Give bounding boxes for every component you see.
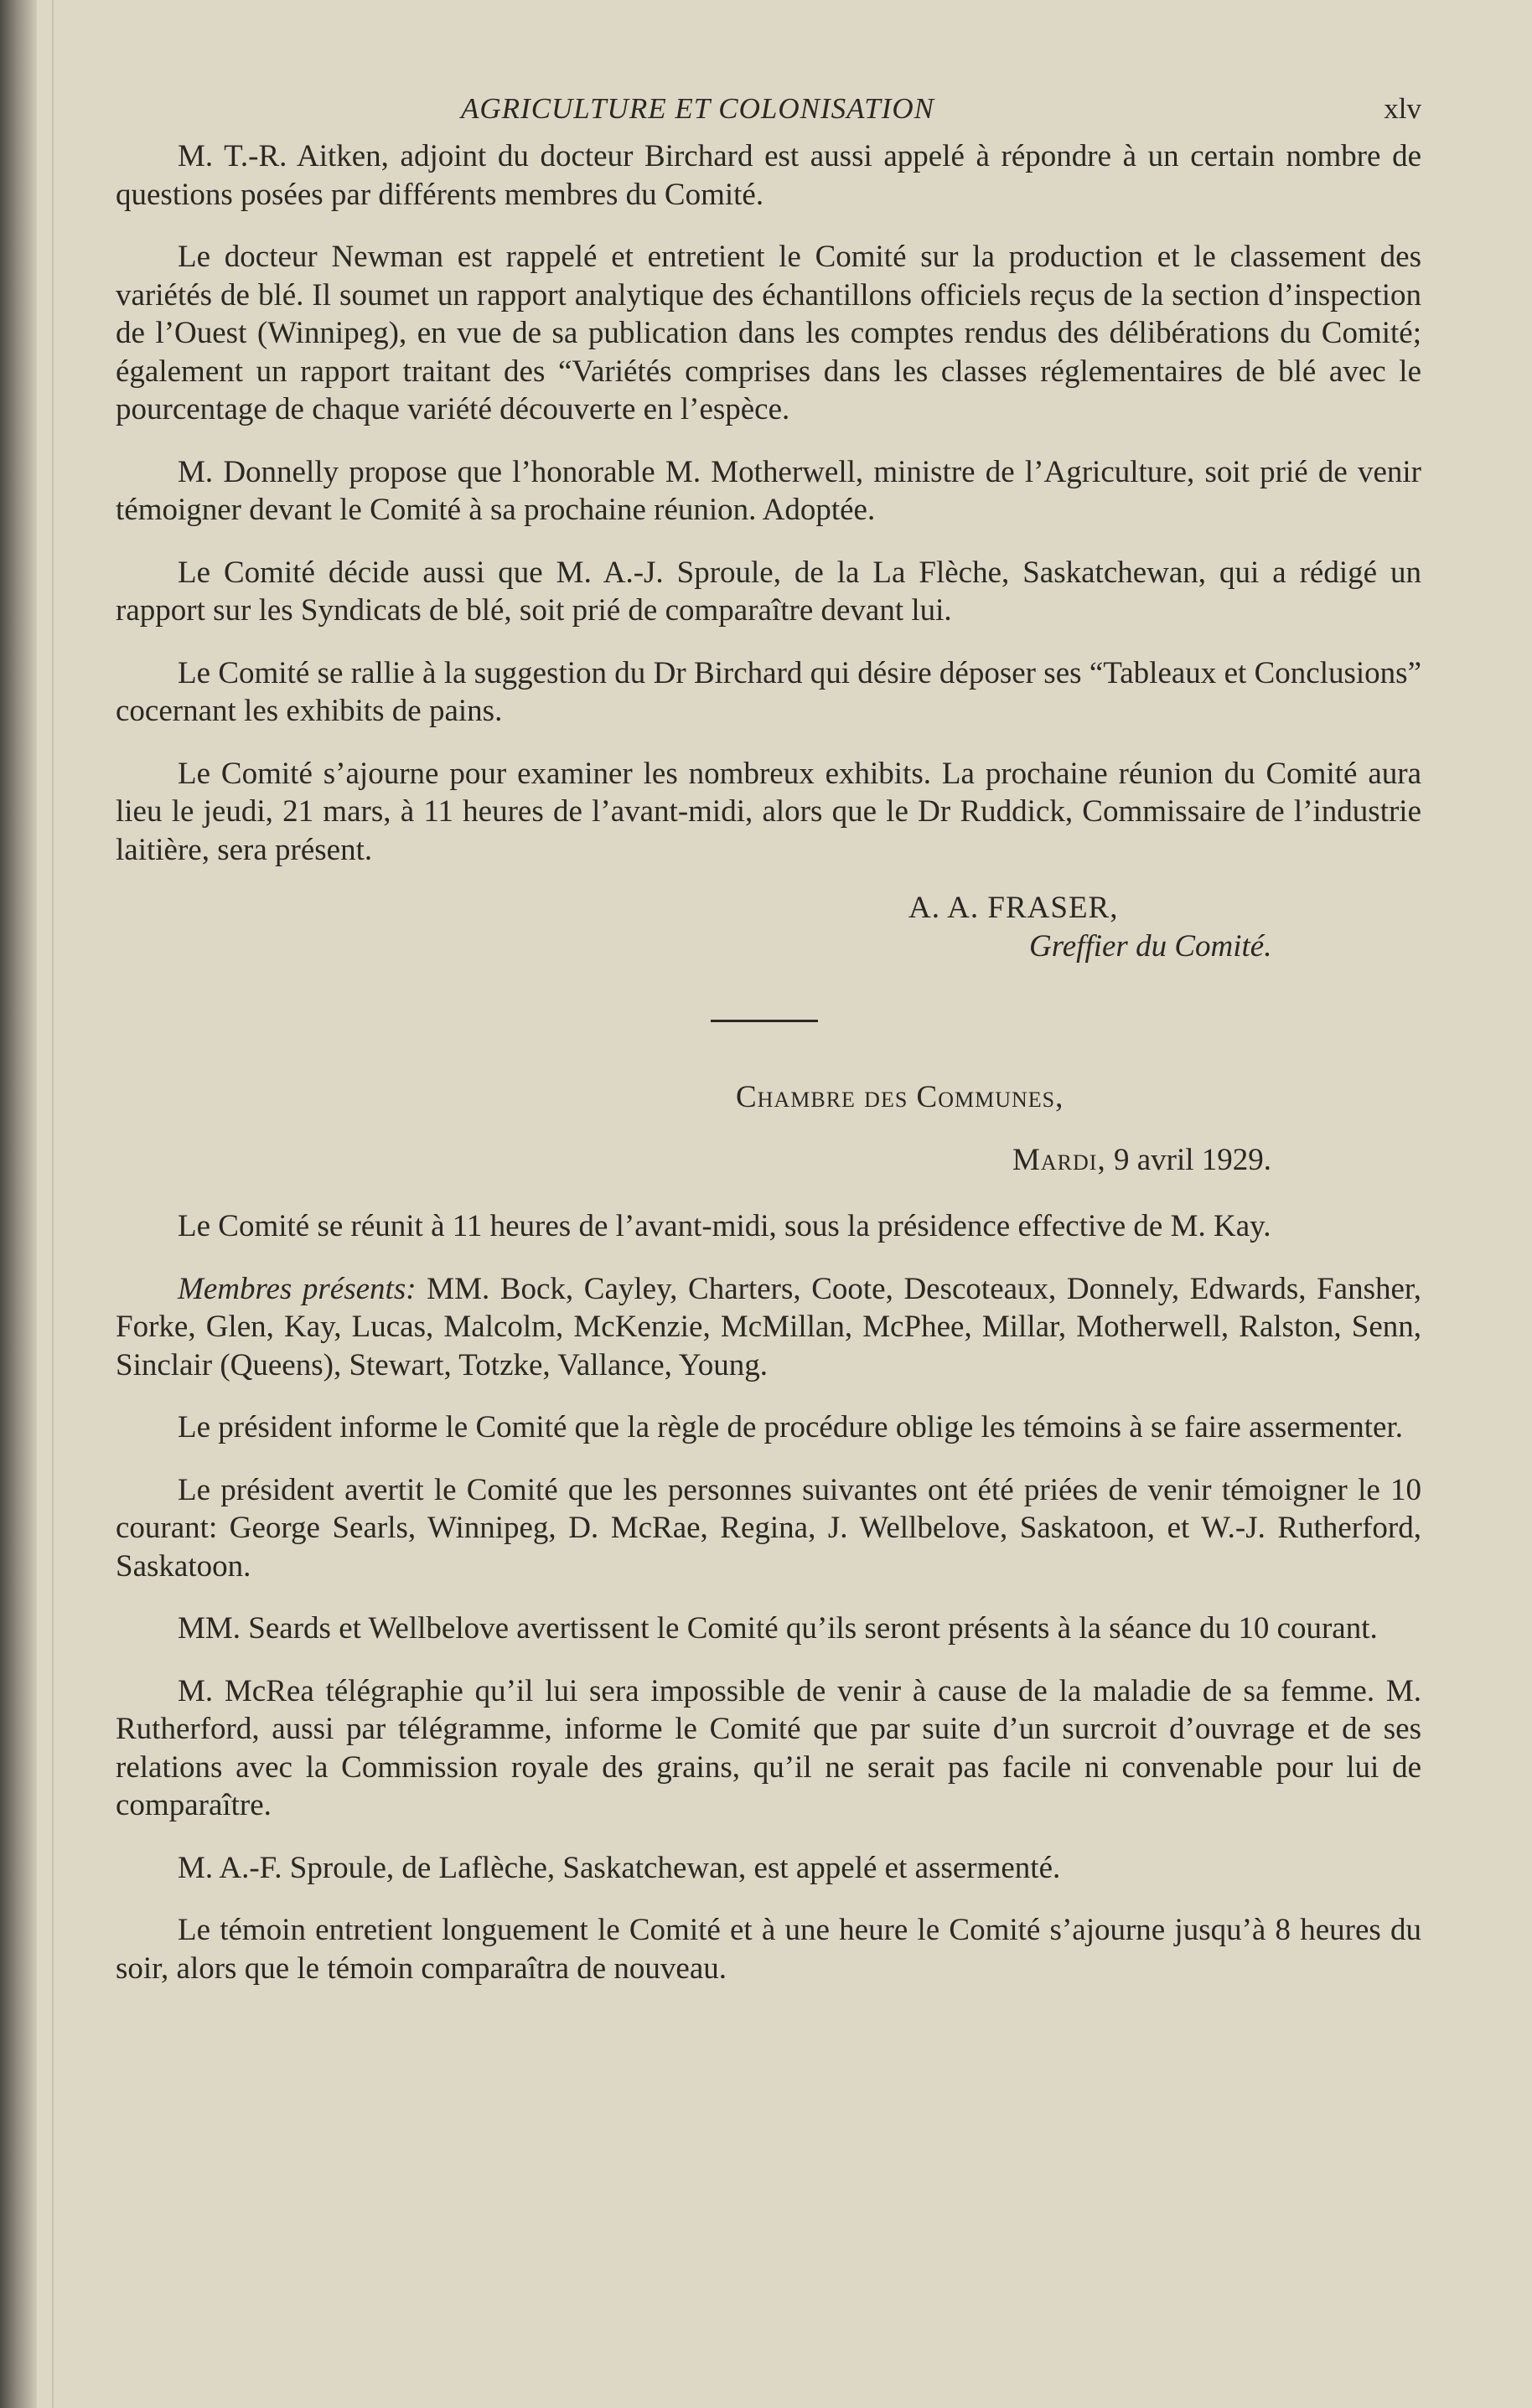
paragraph-donnelly: M. Donnelly propose que l’honorable M. Motherwell, ministre de l’Agriculture, soit prié de venir témoigner devant le Comité à sa prochaine réunion. Adoptée. (116, 454, 1421, 527)
section-divider (711, 1020, 818, 1022)
page-number: xlv (1384, 92, 1421, 125)
paragraph-birchard: Le Comité se rallie à la suggestion du Dr Birchard qui désire déposer ses “Tableaux et Conclusions” cocernant les exhibits de pains. (116, 655, 1421, 728)
paragraph-sproule-invite: Le Comité décide aussi que M. A.-J. Sproule, de la La Flèche, Saskatchewan, qui a rédigé un rapport sur les Syndicats de blé, soit prié de comparaître devant lui. (116, 555, 1421, 628)
paragraph-aitken: M. T.-R. Aitken, adjoint du docteur Birchard est aussi appelé à répondre à un certain nombre de questions posées par différents membres du Comité. (116, 139, 1421, 212)
paragraph-witnesses: Le président avertit le Comité que les personnes suivantes ont été priées de venir témoigner le 10 courant: George Searls, Winnipeg, D. McRae, Regina, J. Wellbelove, Saskatoon, et W.-J. Rutherford, Saskatoon. (116, 1472, 1421, 1584)
meeting-dateline (116, 1141, 1421, 1179)
book-spine-shadow (0, 0, 37, 2408)
paragraph-newman: Le docteur Newman est rappelé et entretient le Comité sur la production et le classement des variétés de blé. Il soumet un rapport analytique des échantillons officiels reçus de la section d’inspection de l’Ouest (Winnipeg), en vue de sa publication dans les comptes rendus des délibérations du Comité; également un rapport traitant des “Variétés comprises dans les classes réglementaires de blé avec le pourcentage de chaque variété découverte en l’espèce. (116, 240, 1421, 426)
paragraph-mcrea: M. McRea télégraphie qu’il lui sera impossible de venir à cause de la maladie de sa femme. M. Rutherford, aussi par télégramme, informe le Comité que par suite d’un surcroit d’ouvrage et de ses relations avec la Commission royale des grains, qu’il ne serait pas facile ni convenable pour lui de comparaître. (116, 1673, 1421, 1822)
members-list: MM. Bock, Cayley, Charters, Coote, Descoteaux, Donnely, Edwards, Fansher, Forke, Glen, Kay, Lucas, Malcolm, McKenzie, McMillan, McPhee, Millar, Motherwell, Ralston, Senn, Sinclair (Queens), Stewart, Totzke, Vallance, Young. (116, 1271, 1421, 1382)
paragraph-sproule-sworn: M. A.-F. Sproule, de Laflèche, Saskatchewan, est appelé et assermenté. (178, 1850, 1061, 1885)
paragraph-seards: MM. Seards et Wellbelove avertissent le Comité qu’ils seront présents à la séance du 10 courant. (178, 1611, 1378, 1646)
page-edge-line (52, 0, 54, 2408)
meeting-place: Chambre des Communes, (736, 1080, 1064, 1114)
clerk-name: A. A. FRASER, (908, 891, 1119, 925)
paragraph-witness-adjourn: Le témoin entretient longuement le Comité et à une heure le Comité s’ajourne jusqu’à 8 heures du soir, alors que le témoin comparaîtra de nouveau. (116, 1913, 1421, 1986)
meeting-day: Mardi, (1012, 1143, 1106, 1177)
members-label: Membres présents: (178, 1271, 417, 1306)
running-header-title: AGRICULTURE ET COLONISATION (461, 92, 934, 125)
document-page (116, 92, 1421, 2012)
paragraph-procedure: Le président informe le Comité que la règle de procédure oblige les témoins à se faire assermenter. (178, 1410, 1403, 1444)
clerk-title: Greffier du Comité. (1029, 929, 1272, 964)
paragraph-members (116, 1270, 1421, 1385)
meeting-minutes (116, 1207, 1421, 1987)
paragraph-adjournment: Le Comité s’ajourne pour examiner les nombreux exhibits. La prochaine réunion du Comité aura lieu le jeudi, 21 mars, à 11 heures de l’avant-midi, alors que le Dr Ruddick, Commissaire de l’industrie laitière, sera présent. (116, 756, 1421, 867)
running-header (116, 92, 1421, 137)
meeting-date: 9 avril 1929. (1113, 1143, 1272, 1177)
paragraph-opening: Le Comité se réunit à 11 heures de l’avant-midi, sous la présidence effective de M. Kay. (178, 1209, 1271, 1243)
clerk-signature (116, 889, 1421, 969)
